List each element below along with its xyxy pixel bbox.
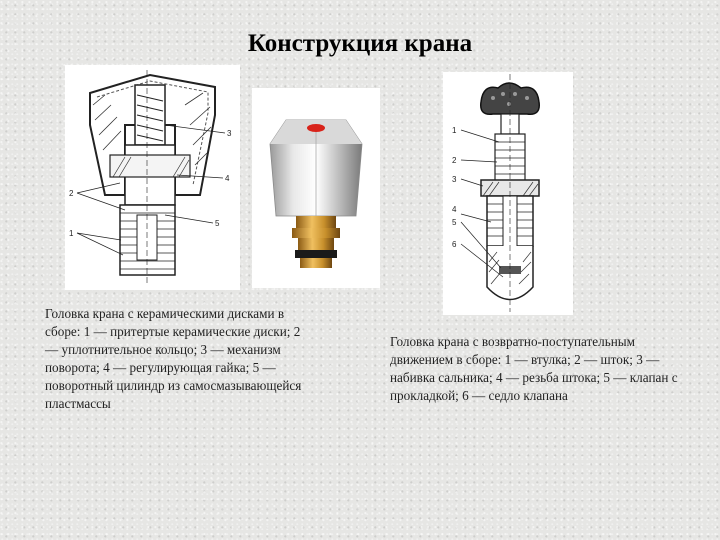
diagram-label-2: 2	[452, 156, 457, 165]
diagram-label-3: 3	[452, 175, 457, 184]
diagram-label-4: 4	[225, 174, 230, 183]
diagram-label-5: 5	[452, 218, 457, 227]
diagram-label-1: 1	[69, 229, 74, 238]
ceramic-valve-diagram	[65, 65, 240, 290]
reciprocating-valve-diagram	[443, 72, 573, 315]
slide-title: Конструкция крана	[247, 30, 473, 57]
faucet-head-photo	[252, 88, 380, 288]
diagram-label-4: 4	[452, 205, 457, 214]
diagram-label-5: 5	[215, 219, 220, 228]
diagram-label-3: 3	[227, 129, 232, 138]
diagram-label-2: 2	[69, 189, 74, 198]
caption-ceramic-valve: Головка крана с керамическими дисками в сборе: 1 — притертые керамические диски; 2 — уплотнительное кольцо; 3 — механизм поворота; 4 — регулирующая гайка; 5 — поворотный цилиндр из самосмазывающейся пластмассы	[45, 306, 302, 411]
diagram-label-6: 6	[452, 240, 457, 249]
diagram-label-1: 1	[452, 126, 457, 135]
caption-reciprocating-valve: Головка крана с возвратно-поступательным движением в сборе: 1 — втулка; 2 — шток; 3 — набивка сальника; 4 — резьба штока; 5 — клапан с прокладкой; 6 — седло клапана	[390, 334, 678, 403]
